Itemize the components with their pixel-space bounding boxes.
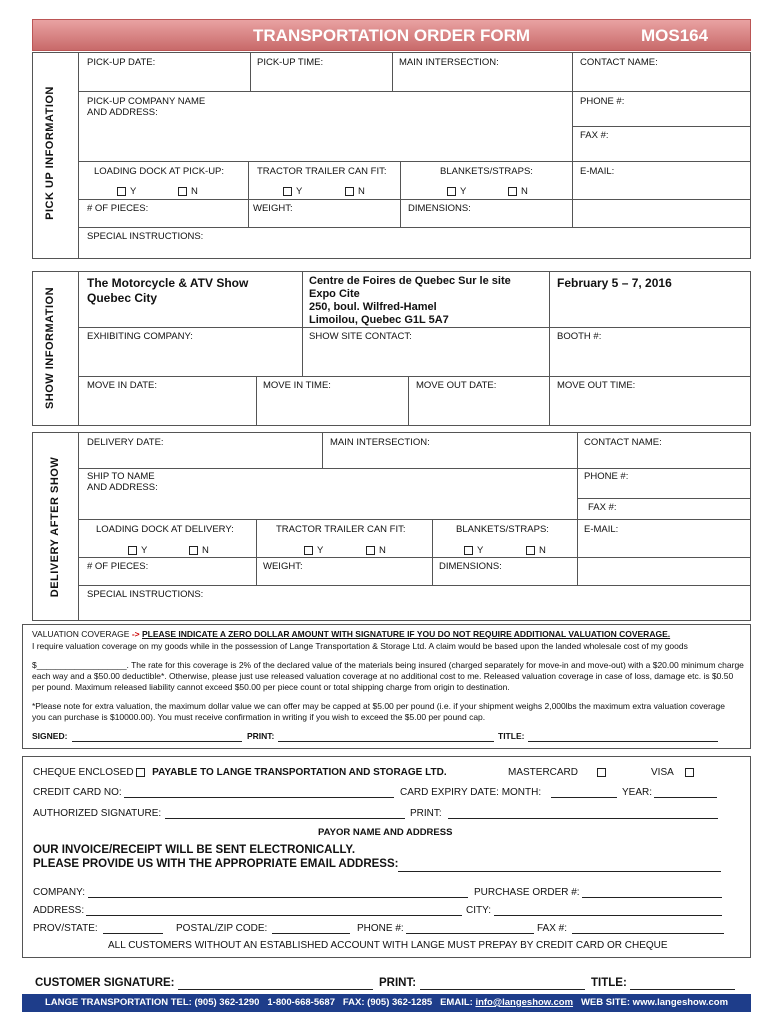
ship-to-address-label: AND ADDRESS: (87, 482, 158, 493)
checkbox-icon (128, 546, 137, 555)
delivery-dock-yes[interactable]: Y (128, 545, 147, 556)
payor-postal-field[interactable] (272, 933, 350, 934)
payor-fax-field[interactable] (572, 933, 724, 934)
card-expiry-month-field[interactable] (551, 797, 617, 798)
show-city: Quebec City (87, 291, 158, 305)
show-site-contact-field[interactable]: SHOW SITE CONTACT: (309, 331, 412, 342)
venue-street: 250, boul. Wilfred-Hamel (309, 301, 437, 313)
show-section-label: SHOW INFORMATION (44, 286, 56, 410)
delivery-dock-no[interactable]: N (189, 545, 209, 556)
payor-prov-field[interactable] (103, 933, 163, 934)
delivery-special-field[interactable]: SPECIAL INSTRUCTIONS: (87, 589, 204, 600)
checkbox-icon (136, 768, 145, 777)
pickup-blankets-label: BLANKETS/STRAPS: (440, 166, 533, 177)
valuation-print-label: PRINT: (247, 731, 275, 741)
valuation-title-label: TITLE: (498, 731, 525, 741)
delivery-dock-label: LOADING DOCK AT DELIVERY: (96, 524, 234, 535)
valuation-print-field[interactable] (278, 741, 494, 742)
customer-title-label: TITLE: (591, 977, 627, 989)
pickup-pieces-field[interactable]: # OF PIECES: (87, 203, 149, 214)
payor-heading: PAYOR NAME AND ADDRESS (318, 827, 453, 838)
move-in-date-field[interactable]: MOVE IN DATE: (87, 380, 158, 391)
delivery-intersection-field[interactable]: MAIN INTERSECTION: (330, 437, 430, 448)
checkbox-icon (304, 546, 313, 555)
delivery-blankets-yes[interactable]: Y (464, 545, 483, 556)
venue-name: Centre de Foires de Quebec Sur le site (309, 275, 511, 287)
move-in-time-field[interactable]: MOVE IN TIME: (263, 380, 331, 391)
move-out-date-field[interactable]: MOVE OUT DATE: (416, 380, 497, 391)
delivery-trailer-label: TRACTOR TRAILER CAN FIT: (276, 524, 406, 535)
credit-card-no-field[interactable] (124, 797, 394, 798)
pickup-contact-field[interactable]: CONTACT NAME: (580, 57, 658, 68)
checkbox-icon (597, 768, 606, 777)
checkbox-icon (345, 187, 354, 196)
checkbox-icon (685, 768, 694, 777)
pickup-blankets-no[interactable]: N (508, 186, 528, 197)
card-expiry-year-label: YEAR: (622, 787, 653, 798)
checkbox-icon (366, 546, 375, 555)
delivery-trailer-yes[interactable]: Y (304, 545, 323, 556)
delivery-dimensions-field[interactable]: DIMENSIONS: (439, 561, 502, 572)
valuation-signed-field[interactable] (72, 741, 242, 742)
delivery-fax-field[interactable]: FAX #: (588, 502, 617, 513)
customer-signature-label: CUSTOMER SIGNATURE: (35, 977, 175, 989)
pickup-company-field[interactable]: PICK-UP COMPANY NAME (87, 96, 206, 107)
pickup-trailer-label: TRACTOR TRAILER CAN FIT: (257, 166, 387, 177)
pickup-section-label: PICK UP INFORMATION (44, 86, 56, 220)
pickup-intersection-field[interactable]: MAIN INTERSECTION: (399, 57, 499, 68)
cheque-enclosed-option[interactable]: CHEQUE ENCLOSED PAYABLE TO LANGE TRANSPORTATION AND STORAGE LTD. (33, 767, 447, 778)
card-expiry-label: CARD EXPIRY DATE: MONTH: (400, 787, 542, 798)
delivery-trailer-no[interactable]: N (366, 545, 386, 556)
show-dates: February 5 – 7, 2016 (557, 276, 672, 290)
invoice-email-label: PLEASE PROVIDE US WITH THE APPROPRIATE EMAIL ADDRESS: (33, 858, 399, 870)
customer-signature-field[interactable] (178, 989, 373, 990)
checkbox-icon (526, 546, 535, 555)
customer-print-field[interactable] (420, 989, 585, 990)
payor-address-field[interactable] (86, 915, 462, 916)
pickup-dimensions-field[interactable]: DIMENSIONS: (408, 203, 471, 214)
credit-card-no-label: CREDIT CARD NO: (33, 787, 122, 798)
pickup-dock-label: LOADING DOCK AT PICK-UP: (94, 166, 225, 177)
delivery-section-label: DELIVERY AFTER SHOW (49, 456, 61, 598)
visa-option[interactable]: VISA (651, 767, 698, 778)
checkbox-icon (178, 187, 187, 196)
delivery-phone-field[interactable]: PHONE #: (584, 471, 629, 482)
footer-bar: LANGE TRANSPORTATION TEL: (905) 362-1290 1-800-668-5687 FAX: (905) 362-1285 EMAIL: info@langeshow.com WEB SITE: www.langeshow.com (22, 994, 751, 1012)
payor-company-field[interactable] (88, 897, 468, 898)
delivery-weight-field[interactable]: WEIGHT: (263, 561, 303, 572)
pickup-dock-no[interactable]: N (178, 186, 198, 197)
authorized-signature-label: AUTHORIZED SIGNATURE: (33, 808, 162, 819)
delivery-blankets-no[interactable]: N (526, 545, 546, 556)
ship-to-field[interactable]: SHIP TO NAME (87, 471, 155, 482)
valuation-note: *Please note for extra valuation, the maximum dollar value we can offer may be capped at $5.00 per pound (i.e. if your shipment weighs 2,000lbs the maximum extra valuation coverage you can purchase is $10000.00). You must receive confirmation in writing if you wish to exceed the $5.00 per pound cap. (32, 701, 725, 722)
pickup-trailer-yes[interactable]: Y (283, 186, 302, 197)
delivery-pieces-field[interactable]: # OF PIECES: (87, 561, 149, 572)
pickup-fax-field[interactable]: FAX #: (580, 130, 609, 141)
checkbox-icon (464, 546, 473, 555)
pickup-trailer-no[interactable]: N (345, 186, 365, 197)
valuation-heading: VALUATION COVERAGE -> PLEASE INDICATE A ZERO DOLLAR AMOUNT WITH SIGNATURE IF YOU DO NOT REQUIRE ADDITIONAL VALUATION COVERAGE. (32, 629, 671, 639)
invoice-email-field[interactable] (398, 871, 721, 872)
mastercard-option[interactable]: MASTERCARD (508, 767, 610, 778)
delivery-contact-field[interactable]: CONTACT NAME: (584, 437, 662, 448)
auth-print-label: PRINT: (410, 808, 442, 819)
payor-address-label: ADDRESS: (33, 905, 85, 916)
pickup-phone-field[interactable]: PHONE #: (580, 96, 625, 107)
show-name: The Motorcycle & ATV Show (87, 276, 249, 290)
form-title: TRANSPORTATION ORDER FORM (253, 26, 531, 45)
checkbox-icon (283, 187, 292, 196)
customer-title-field[interactable] (630, 989, 735, 990)
payor-company-label: COMPANY: (33, 887, 86, 898)
checkbox-icon (508, 187, 517, 196)
checkbox-icon (189, 546, 198, 555)
authorized-signature-field[interactable] (165, 818, 405, 819)
venue-name-2: Expo Cite (309, 288, 360, 300)
delivery-email-field[interactable]: E-MAIL: (584, 524, 619, 535)
delivery-date-field[interactable]: DELIVERY DATE: (87, 437, 164, 448)
purchase-order-label: PURCHASE ORDER #: (474, 887, 580, 898)
customer-print-label: PRINT: (379, 977, 417, 989)
valuation-paragraph: $___________________. The rate for this coverage is 2% of the declared value of the materials being insured (charged separately for move-in and move-out) with a $20.00 minimum charge each way and a $50.00 deductible*. Otherwise, please just use released valuation coverage at no additional cost to me. Released valuation coverage in case of loss, damage etc. is $0.50 per pound. Maximum released liability cannot exceed $50.00 per piece count or total shipping charge from origin to destination. (32, 660, 744, 692)
booth-field[interactable]: BOOTH #: (557, 331, 602, 342)
pickup-dock-yes[interactable]: Y (117, 186, 136, 197)
payor-postal-label: POSTAL/ZIP CODE: (176, 923, 268, 934)
checkbox-icon (447, 187, 456, 196)
pickup-address-label: AND ADDRESS: (87, 107, 158, 118)
pickup-time-field[interactable]: PICK-UP TIME: (257, 57, 324, 68)
prepay-note: ALL CUSTOMERS WITHOUT AN ESTABLISHED ACCOUNT WITH LANGE MUST PREPAY BY CREDIT CARD OR CHEQUE (108, 940, 668, 951)
move-out-time-field[interactable]: MOVE OUT TIME: (557, 380, 636, 391)
payor-city-field[interactable] (494, 915, 722, 916)
pickup-date-field[interactable]: PICK-UP DATE: (87, 57, 156, 68)
payor-fax-label: FAX #: (537, 923, 568, 934)
purchase-order-field[interactable] (582, 897, 722, 898)
auth-print-field[interactable] (448, 818, 718, 819)
footer-website[interactable]: WEB SITE: www.langeshow.com (580, 997, 729, 1008)
pickup-weight-field[interactable]: WEIGHT: (253, 203, 293, 214)
pickup-email-field[interactable]: E-MAIL: (580, 166, 615, 177)
form-header (32, 19, 751, 51)
payor-phone-field[interactable] (406, 933, 534, 934)
invoice-notice: OUR INVOICE/RECEIPT WILL BE SENT ELECTRONICALLY. (33, 844, 356, 856)
pickup-special-field[interactable]: SPECIAL INSTRUCTIONS: (87, 231, 204, 242)
exhibiting-company-field[interactable]: EXHIBITING COMPANY: (87, 331, 193, 342)
payor-phone-label: PHONE #: (357, 923, 404, 934)
valuation-line1: I require valuation coverage on my goods while in the possession of Lange Transportation & Storage Ltd. A claim would be based upon the landed wholesale cost of my goods (32, 641, 688, 651)
footer-email-link[interactable]: info@langeshow.com (475, 997, 574, 1008)
valuation-title-field[interactable] (528, 741, 718, 742)
form-code: MOS164 (641, 26, 709, 45)
pickup-blankets-yes[interactable]: Y (447, 186, 466, 197)
delivery-blankets-label: BLANKETS/STRAPS: (456, 524, 549, 535)
valuation-signed-label: SIGNED: (32, 731, 68, 741)
card-expiry-year-field[interactable] (654, 797, 717, 798)
payor-prov-label: PROV/STATE: (33, 923, 98, 934)
payor-city-label: CITY: (466, 905, 492, 916)
checkbox-icon (117, 187, 126, 196)
venue-city: Limoilou, Quebec G1L 5A7 (309, 314, 449, 326)
